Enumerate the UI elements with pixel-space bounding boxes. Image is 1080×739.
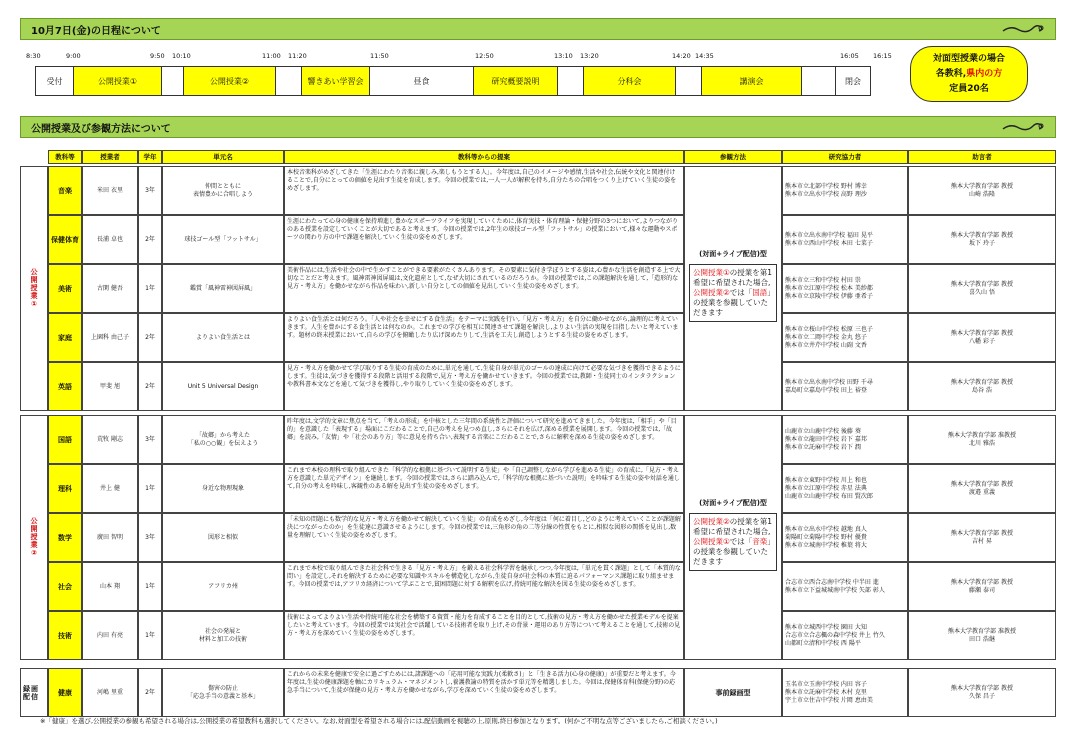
time-label: 12:50	[475, 52, 494, 60]
subject-cell: 数学	[48, 513, 82, 562]
time-label: 14:20	[672, 52, 691, 60]
group-label: 公開授業②	[20, 415, 48, 660]
collab-cell: 熊本市立出水中学校 越地 真人 菊陽町立菊陽中学校 野村 優貴 熊本市立城南中学校 椎葉 将大	[782, 513, 908, 562]
header-unit: 単元名	[162, 150, 284, 164]
grade-cell: 2年	[138, 668, 162, 717]
unit-cell: 球技ゴール型「フットサル」	[162, 215, 284, 264]
time-label: 11:00	[262, 52, 281, 60]
collab-cell: 熊本市立北部中学校 野村 博幸 熊本市立出水中学校 高野 理沙	[782, 166, 908, 215]
proposal-cell: 技術によってよりよい生活や持続可能な社会を構築する資質・能力を育成することを目的として,技術の見方・考え方を働かせた授業モデルを提案したいと考えています。今回の授業では実社会で活躍している技術者を取り上げ,その背景・運用のあり方等について考えることを通して,技術の見方・考え方を深めていく生徒の姿をめざします。	[284, 611, 684, 660]
time-label: 16:15	[873, 52, 892, 60]
advisor-cell: 熊本大学教育学部 准教授 北川 雅浩	[908, 415, 1056, 464]
subject-cell: 社会	[48, 562, 82, 611]
lessons-banner-title: 公開授業及び参観方法について	[31, 124, 171, 135]
schedule-slot	[802, 67, 836, 95]
unit-cell: よりよい食生活とは	[162, 313, 284, 362]
subject-cell: 国語	[48, 415, 82, 464]
method-note-note_d: では「	[729, 536, 753, 546]
callout-line2b: 県内の方	[966, 69, 1003, 79]
teacher-cell: 河嶋 里重	[82, 668, 138, 717]
header-grade: 学年	[138, 150, 162, 164]
proposal-cell: 美術作品には,生活や社会の中で生かすことができる要素がたくさんあります。その要素に気付き学ぼうとする姿は,心豊かな生活を創造する上で大切なことだと考えます。風神雷神図屏風は,文化遺産として,なぜ大切にされているのだろうか。今回の授業では,この課題解決を通して,「造形的な見方・考え方」を働かせながら作品を味わい,新しい自分としての価値を見出していく生徒の姿をめざします。	[284, 264, 684, 313]
time-label: 9:50	[150, 52, 165, 60]
grade-cell: 3年	[138, 513, 162, 562]
subject-cell: 健康	[48, 668, 82, 717]
collab-cell: 熊本市立桜山中学校 松原 三也子 熊本市立二岡中学校 金丸 悠子 熊本市立井芹中学校 山副 文香	[782, 313, 908, 362]
schedule-bar	[35, 66, 871, 96]
teacher-cell: 山本 翔	[82, 562, 138, 611]
collab-cell: 熊本市立出水南中学校 福田 晃平 熊本市立西山中学校 本田 七菜子	[782, 215, 908, 264]
subject-cell: 家庭	[48, 313, 82, 362]
grade-cell: 1年	[138, 264, 162, 313]
unit-cell: アフリカ州	[162, 562, 284, 611]
method-note-note_e: 国語	[752, 287, 768, 297]
schedule-slot	[558, 67, 584, 95]
schedule-slot: 閉会	[845, 76, 861, 86]
advisor-cell: 熊本大学教育学部 教授 坂下 玲子	[908, 215, 1056, 264]
schedule-slot: 昼食	[370, 67, 474, 95]
proposal-cell: これまで本校で取り組んできた社会科で生きる「見方・考え方」を鍛える社会科学習を継承しつつ,今年度は,「単元を貫く課題」として「本質的な問い」を設定し,それを解決するために必要な知識やスキルを構造化しながら,生徒自身が社会科の本質に迫るパフォーマンス課題に取り組ませます。今回の授業では,アフリカ経済について学ぶことで,貧困問題に対する解釈を広げ,持続可能な解決を図る生徒の姿をめざします。	[284, 562, 684, 611]
collab-cell: 熊本市立城西中学校 園田 大知 合志市立合志楓の森中学校 井上 竹久 山都町立清和中学校 西 陽平	[782, 611, 908, 660]
header-subject: 教科等	[48, 150, 82, 164]
proposal-cell: 生涯にわたって心身の健康を保持増進し豊かなスポーツライフを実現していくために,体育実技・体育理論・保健分野の3つにおいて,よりつながりのある授業を設定していくことが大切であると考えます。今回の授業では,2年生の球技ゴール型「フットサル」の授業において,様々な運動やスポーツの関わり方の中で課題を解決していく生徒の姿をめざします。	[284, 215, 684, 264]
unit-cell: 仲間とともに 表情豊かに合唱しよう	[162, 166, 284, 215]
ornament-icon	[1001, 21, 1045, 35]
time-label: 16:05	[840, 52, 859, 60]
method-note	[689, 264, 777, 322]
teacher-cell: 甲斐 旭	[82, 362, 138, 411]
grade-cell: 2年	[138, 313, 162, 362]
schedule-banner	[20, 18, 1056, 40]
grade-cell: 2年	[138, 215, 162, 264]
teacher-cell: 古閑 健吾	[82, 264, 138, 313]
method-note-note_d: では「	[729, 287, 753, 297]
method-note-note_e: 音楽	[752, 536, 768, 546]
time-label: 8:30	[26, 52, 41, 60]
method-type: 事前録画型	[715, 688, 751, 697]
lessons-table	[20, 150, 1056, 710]
header-advisor: 助言者	[908, 150, 1056, 164]
subject-cell: 英語	[48, 362, 82, 411]
method-note-note_f: 」の授業を参観していただきます	[693, 536, 771, 566]
teacher-cell: 荒牧 剛志	[82, 415, 138, 464]
schedule-slot: 響きあい学習会	[302, 67, 370, 95]
advisor-cell: 熊本大学教育学部 教授 山崎 浩隆	[908, 166, 1056, 215]
schedule-slot	[276, 67, 302, 95]
unit-cell: Unit 5 Universal Design	[162, 362, 284, 411]
advisor-cell: 熊本大学教育学部 教授 藤瀬 泰司	[908, 562, 1056, 611]
lessons-banner	[20, 116, 1056, 138]
advisor-cell: 熊本大学教育学部 教授 八幡 彩子	[908, 313, 1056, 362]
collab-cell: 熊本市立出水南中学校 田野 千尋 嘉島町立嘉島中学校 田上 裕登	[782, 362, 908, 411]
grade-cell: 1年	[138, 611, 162, 660]
time-label: 13:10	[554, 52, 573, 60]
group-label: 公開授業①	[20, 166, 48, 411]
grade-cell: 3年	[138, 415, 162, 464]
schedule-slot: 受付	[36, 67, 74, 95]
header-teacher: 授業者	[82, 150, 138, 164]
unit-cell: 傷害の防止 「応急手当の意義と基本」	[162, 668, 284, 717]
schedule-banner-title: 10月7日(金)の日程について	[31, 26, 161, 37]
collab-cell: 山鹿市立山鹿中学校 後藤 葵 熊本市立龍田中学校 岩下 嘉邦 熊本市立託麻中学校 岩下 潤	[782, 415, 908, 464]
method-note-note_b: の授業を第1希望に希望された場合,	[693, 267, 773, 287]
method-note-note_c: 公開授業②	[693, 287, 730, 297]
proposal-cell: 本校音楽科がめざしてきた「生涯にわたり音楽に親しみ,楽しもうとする人」。今年度は,自己のイメージや感情,生活や社会,伝統や文化と関連付けることで,自分にとっての価値を見出す生徒を育成します。今回の授業では,一人一人が解釈を持ち,自分たちの合唱をつくり上げていく生徒の姿をめざします。	[284, 166, 684, 215]
proposal-cell: これからの未来を健康で安全に過ごすためには,諸課題への「応用可能な実践力(柔軟さ)」と「生きる活力(心身の健康)」が重要だと考えます。今年度は,生徒の健康課題を軸にカリキュラム・マネジメントし,養護教諭の特質を活かす単元等を精選しました。今回は,保健体育科(保健分野)の応急手当について,生徒が保健の見方・考え方を働かせながら,学びを深めていく生徒の姿をめざします。	[284, 668, 684, 717]
schedule-slot	[162, 67, 184, 95]
subject-cell: 美術	[48, 264, 82, 313]
method-note-note_a: 公開授業②	[693, 516, 730, 526]
header-collab: 研究協力者	[782, 150, 908, 164]
time-label: 14:35	[695, 52, 714, 60]
advisor-cell: 熊本大学教育学部 教授 喜久山 悟	[908, 264, 1056, 313]
collab-cell: 熊本市立三和中学校 村田 崇 熊本市立江原中学校 松本 美紗都 熊本市立京陵中学校 伊藤 亜希子	[782, 264, 908, 313]
group-label: 録画配信	[20, 668, 48, 717]
unit-cell: 社会の発展と 材料と加工の技術	[162, 611, 284, 660]
unit-cell: 鑑賞「風神雷神図屏風」	[162, 264, 284, 313]
time-label: 11:20	[288, 52, 307, 60]
time-label: 9:00	[66, 52, 81, 60]
schedule-slot: 公開授業①	[74, 67, 162, 95]
unit-cell: 図形と相似	[162, 513, 284, 562]
teacher-cell: 廣田 智明	[82, 513, 138, 562]
proposal-cell: 「未知の問題にも数学的な見方・考え方を働かせて解決していく生徒」の育成をめざし,今年度は「何に着目し,どのように考えていくことが課題解決につながったのか」を生徒達に意識させるようにします。今回の授業では,三角形の角の二等分線の性質をもとに,相似な図形の関係を見出し,数量を理解していく生徒の姿をめざします。	[284, 513, 684, 562]
subject-cell: 理科	[48, 464, 82, 513]
teacher-cell: 長浦 卓也	[82, 215, 138, 264]
collab-cell: 玉名市立玉南中学校 内田 容子 熊本市立託麻中学校 木村 克里 宇土市立住吉中学校 片岡 恵由美	[782, 668, 908, 717]
method-note	[689, 513, 777, 571]
advisor-cell: 熊本大学教育学部 教授 渡邉 重義	[908, 464, 1056, 513]
method-note-note_a: 公開授業①	[693, 267, 730, 277]
collab-cell: 合志市立西合志南中学校 中半田 進 熊本市立下益城城南中学校 矢部 彰人	[782, 562, 908, 611]
method-type: (対面+ライブ配信)型	[699, 498, 767, 507]
method-cell	[684, 166, 782, 411]
grade-cell: 3年	[138, 166, 162, 215]
proposal-cell: 昨年度は,文学的文章に焦点を当て,「考えの形成」を中核とした三年間の系統性と評価について研究を進めてきました。今年度は,「相手」や「目的」を意識した「表現する」場面にこだわることで,自己の考えを見つめ直し,さらにそれを広げ,深める授業を展開します。今回の授業では,「故郷」を読み,「友情」や「社会のあり方」等に意見を持ち合い,表現する音楽にこだわることで,さらに解釈を深める生徒の姿をめざします。	[284, 415, 684, 464]
teacher-cell: 米田 衣里	[82, 166, 138, 215]
method-note-note_f: 」の授業を参観していただきます	[693, 287, 771, 317]
schedule-slot: 研究概要説明	[474, 67, 558, 95]
callout-line3: 定員20名	[949, 84, 989, 94]
ornament-icon	[1001, 119, 1045, 133]
teacher-cell: 井上 健	[82, 464, 138, 513]
collab-cell: 熊本市立東野中学校 川上 和也 熊本市立江原中学校 赤星 法典 山鹿市立山鹿中学校 布田 賢次郎	[782, 464, 908, 513]
schedule-slot: 公開授業②	[184, 67, 276, 95]
time-label: 11:50	[370, 52, 389, 60]
unit-cell: 身近な物理現象	[162, 464, 284, 513]
capacity-callout	[910, 46, 1028, 102]
header-method: 参観方法	[684, 150, 782, 164]
callout-line1: 対面型授業の場合	[932, 54, 1005, 64]
time-label: 13:20	[580, 52, 599, 60]
advisor-cell: 熊本大学教育学部 教授 島谷 浩	[908, 362, 1056, 411]
subject-cell: 技術	[48, 611, 82, 660]
subject-cell: 音楽	[48, 166, 82, 215]
method-cell	[684, 415, 782, 660]
advisor-cell: 熊本大学教育学部 准教授 田口 浩継	[908, 611, 1056, 660]
header-proposal: 教科等からの提案	[284, 150, 684, 164]
footer-note: ※「健康」を選び,公開授業の参観も希望される場合は,公開授業の希望教科も選択してください。なお,対面型を希望される場合には,配信動画を視聴の上,原則,終日参加となります。(何かご不明な点等ございましたら,ご相談ください。)	[40, 717, 718, 725]
proposal-cell: よりよい食生活とは何だろう。「人や社会を幸せにする食生活」をテーマに実践を行い,「見方・考え方」を自分に働かせながら,論理的に考えていきます。人生を豊かにする食生活とは何なのか。これまでの学びを相互に関連させて課題を解決し,よりよい生活の実現を目指したいと考えています。題材の終末授業において,自らの学びを俯瞰したり広げ深めたりして,生活を工夫し創造しようとする生徒の姿をめざします。	[284, 313, 684, 362]
advisor-cell: 熊本大学教育学部 教授 吉村 昇	[908, 513, 1056, 562]
grade-cell: 1年	[138, 562, 162, 611]
method-type: (対面+ライブ配信)型	[699, 249, 767, 258]
teacher-cell: 内田 有亮	[82, 611, 138, 660]
grade-cell: 2年	[138, 362, 162, 411]
proposal-cell: これまで本校の理科で取り組んできた「科学的な根拠に基づいて説明する生徒」や「自己調整しながら学びを進める生徒」の育成に,「見方・考え方を意識した単元デザイン」を継続します。今回の授業では,さらに踏み込んで,「科学的な根拠に基づいた説明」を吟味する生徒の姿や対話を通して,自分の考えを吟味し,客観性のある解を見出す生徒の姿をめざします。	[284, 464, 684, 513]
advisor-cell: 熊本大学教育学部 教授 久保 昌子	[908, 668, 1056, 717]
method-cell	[684, 668, 782, 717]
proposal-cell: 見方・考え方を働かせて学び取りする生徒の育成のために,単元を通して,生徒自身が単元のゴールの達成に向けて必要な気づきを獲得できるようにします。生徒は,気づきを獲得する段階と活用する段階で,見方・考え方を働かせていきます。今回の授業では,教師・生徒同士のインタラクションや教科書本文などを通して気づきを獲得し,やり取りしていく生徒の姿をめざします。	[284, 362, 684, 411]
schedule-slot: 分科会	[584, 67, 676, 95]
grade-cell: 1年	[138, 464, 162, 513]
callout-line2a: 各教科,	[935, 69, 967, 79]
method-note-note_c: 公開授業①	[693, 536, 730, 546]
time-label: 10:10	[172, 52, 191, 60]
subject-cell: 保健体育	[48, 215, 82, 264]
teacher-cell: 上園科 由己子	[82, 313, 138, 362]
method-note-note_b: の授業を第1希望に希望された場合,	[693, 516, 773, 536]
schedule-slot	[676, 67, 702, 95]
unit-cell: 「故郷」から考えた 「私の○○観」を伝えよう	[162, 415, 284, 464]
schedule-slot: 講演会	[702, 67, 802, 95]
